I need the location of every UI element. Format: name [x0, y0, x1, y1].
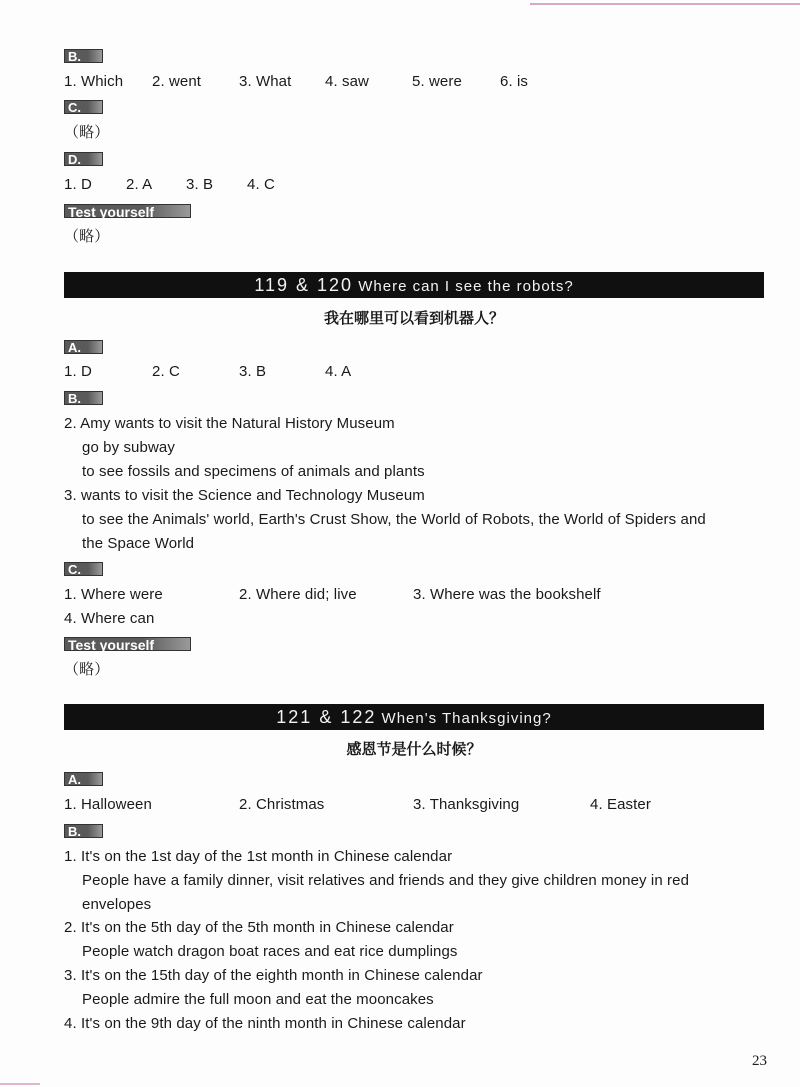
- answer-item: 2. Christmas: [239, 796, 325, 813]
- answer-row: [64, 796, 684, 814]
- answer-item: 3. Thanksgiving: [413, 796, 520, 813]
- unit-subtitle: 我在哪里可以看到机器人？: [323, 309, 504, 327]
- unit-title: Where can I see the robots?: [358, 278, 574, 295]
- answer-line: the Space World: [82, 535, 195, 552]
- answer-line: envelopes: [82, 896, 152, 913]
- answer-item: 2. Where did; live: [239, 586, 357, 603]
- section-label-test-yourself: Test yourself: [64, 637, 191, 651]
- answer-item: 6. is: [500, 73, 529, 90]
- omitted-note: （略）: [64, 661, 110, 678]
- section-label-a: A.: [64, 340, 103, 354]
- section-label-a: A.: [64, 772, 103, 786]
- answer-row: [64, 586, 624, 604]
- answer-line: go by subway: [82, 439, 175, 456]
- unit-banner: [64, 272, 764, 298]
- page-number: 23: [752, 1053, 767, 1069]
- unit-subtitle: 感恩节是什么时候？: [346, 740, 482, 758]
- answer-item: 1. D: [64, 176, 92, 193]
- section-label-b: B.: [64, 824, 103, 838]
- section-label-d: D.: [64, 152, 103, 166]
- unit-banner: [64, 704, 764, 730]
- answer-line: to see the Animals' world, Earth's Crust Show, the World of Robots, the World of Spiders and: [82, 511, 706, 528]
- answer-item: 2. C: [152, 363, 180, 380]
- answer-item: 1. Where were: [64, 586, 163, 603]
- answer-item: 3. B: [239, 363, 267, 380]
- answer-item: 4. C: [247, 176, 275, 193]
- section-label-b: B.: [64, 391, 103, 405]
- top-decor-line: [530, 3, 800, 5]
- answer-line: to see fossils and specimens of animals and plants: [82, 463, 425, 480]
- answer-line: People have a family dinner, visit relatives and friends and they give children money in red: [82, 872, 690, 889]
- unit-number: 119 & 120: [254, 275, 354, 295]
- section-label-b: B.: [64, 49, 103, 63]
- omitted-note: （略）: [64, 124, 110, 141]
- answer-item: 4. saw: [325, 73, 369, 90]
- answer-line: 1. It's on the 1st day of the 1st month in Chinese calendar: [64, 848, 453, 865]
- answer-row: [64, 363, 384, 381]
- answer-item: 4. Easter: [590, 796, 651, 813]
- omitted-note: （略）: [64, 228, 110, 245]
- answer-line: People admire the full moon and eat the mooncakes: [82, 991, 434, 1008]
- unit-number: 121 & 122: [276, 707, 377, 727]
- section-label-test-yourself: Test yourself: [64, 204, 191, 218]
- answer-line: People watch dragon boat races and eat rice dumplings: [82, 943, 458, 960]
- answer-item: 3. What: [239, 73, 292, 90]
- unit-title: When's Thanksgiving?: [381, 710, 552, 727]
- bottom-decor-line: [0, 1083, 40, 1085]
- answer-item: 2. went: [152, 73, 202, 90]
- answer-item: 1. D: [64, 363, 92, 380]
- section-label-c: C.: [64, 562, 103, 576]
- answer-item: 4. A: [325, 363, 352, 380]
- answer-line: 2. Amy wants to visit the Natural History Museum: [64, 415, 395, 432]
- answer-item: 3. B: [186, 176, 214, 193]
- answer-item: 2. A: [126, 176, 153, 193]
- answer-line: 3. wants to visit the Science and Technology Museum: [64, 487, 425, 504]
- answer-row: [64, 73, 584, 91]
- answer-item: 1. Halloween: [64, 796, 152, 813]
- answer-item: 4. Where can: [64, 610, 155, 627]
- answer-item: 1. Which: [64, 73, 124, 90]
- answer-line: 4. It's on the 9th day of the ninth month in Chinese calendar: [64, 1015, 466, 1032]
- answer-line: 3. It's on the 15th day of the eighth month in Chinese calendar: [64, 967, 483, 984]
- answer-line: 2. It's on the 5th day of the 5th month in Chinese calendar: [64, 919, 454, 936]
- answer-item: 3. Where was the bookshelf: [413, 586, 601, 603]
- section-label-c: C.: [64, 100, 103, 114]
- answer-row: [64, 176, 324, 194]
- answer-item: 5. were: [412, 73, 462, 90]
